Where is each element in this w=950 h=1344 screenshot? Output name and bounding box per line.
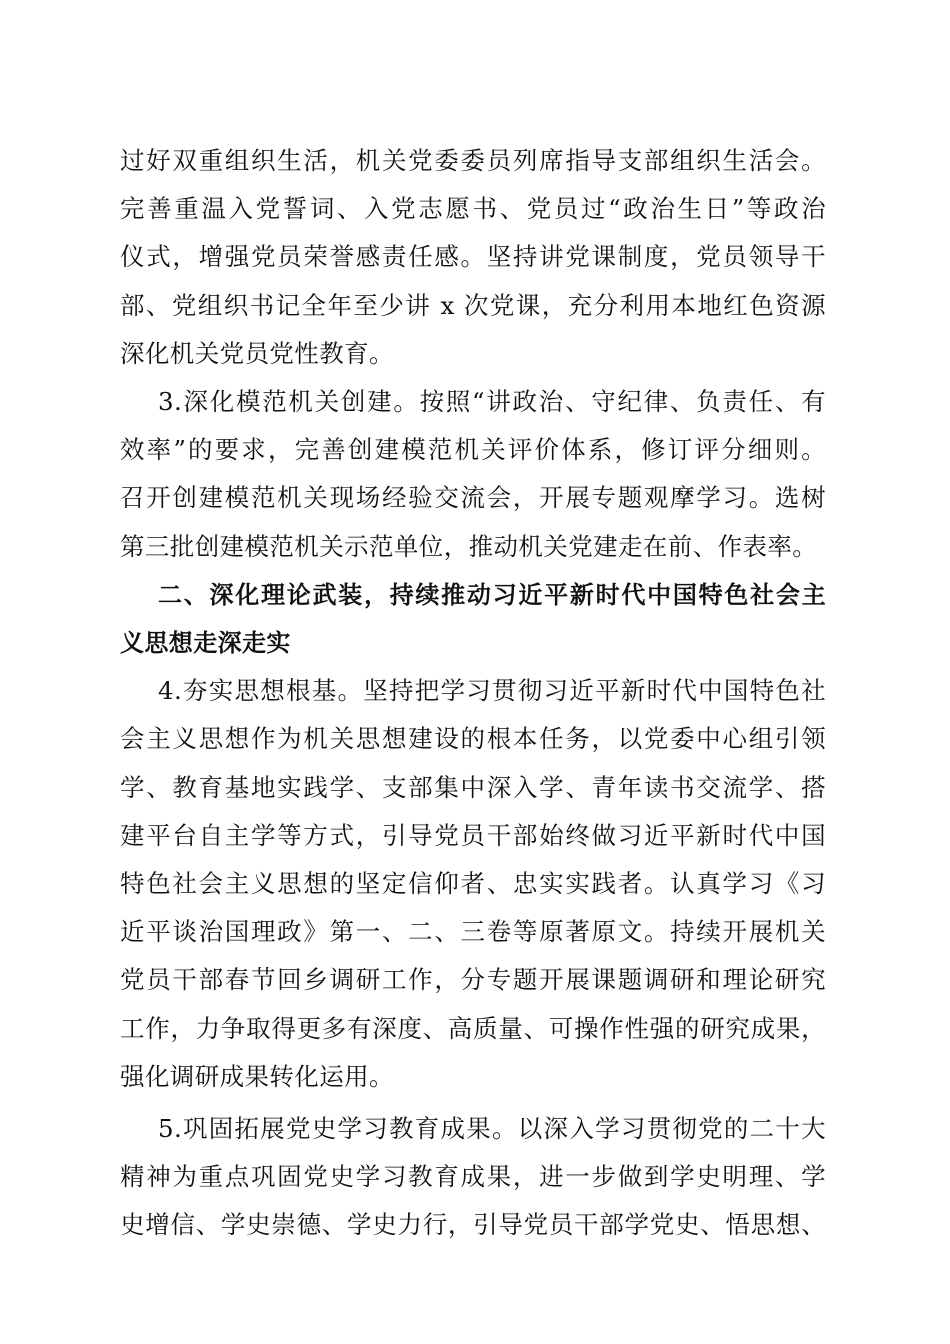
text-line: 深化机关党员党性教育。 <box>120 338 394 368</box>
text-line: 过好双重组织生活，机关党委委员列席指导支部组织生活会。 <box>120 146 826 175</box>
paragraph-continuation <box>120 137 826 378</box>
text-line: 精神为重点巩固党史学习教育成果，进一步做到学史明理、学 <box>120 1162 826 1192</box>
heading-line: 义思想走深走实 <box>120 629 291 658</box>
text-line: 特色社会主义思想的坚定信仰者、忠实实践者。认真学习《习 <box>120 869 826 899</box>
paragraph-item-5 <box>120 1105 826 1250</box>
text-line: 会主义思想作为机关思想建设的根本任务，以党委中心组引领 <box>120 724 826 754</box>
heading-line: 二、深化理论武装，持续推动习近平新时代中国特色社会主 <box>158 580 826 609</box>
section-heading <box>120 571 826 667</box>
text-line: 第三批创建模范机关示范单位，推动机关党建走在前、作表率。 <box>120 531 818 561</box>
text-line: 学、教育基地实践学、支部集中深入学、青年读书交流学、搭 <box>120 772 826 802</box>
text-line: 4.夯实思想根基。坚持把学习贯彻习近平新时代中国特色社 <box>158 676 826 706</box>
text-line: 仪式，增强党员荣誉感责任感。坚持讲党课制度，党员领导干 <box>120 242 826 272</box>
text-line: 强化调研成果转化运用。 <box>120 1061 394 1091</box>
paragraph-item-3 <box>120 378 826 571</box>
text-line: 史增信、学史崇德、学史力行，引导党员干部学党史、悟思想、 <box>120 1210 826 1240</box>
text-line: 完善重温入党誓词、入党志愿书、党员过“政治生日”等政治 <box>120 194 826 224</box>
paragraph-item-4 <box>120 667 826 1101</box>
text-line: 工作，力争取得更多有深度、高质量、可操作性强的研究成果， <box>120 1013 826 1043</box>
text-line: 5.巩固拓展党史学习教育成果。以深入学习贯彻党的二十大 <box>158 1114 826 1144</box>
text-line: 党员干部春节回乡调研工作，分专题开展课题调研和理论研究 <box>120 965 826 995</box>
text-line: 建平台自主学等方式，引导党员干部始终做习近平新时代中国 <box>120 820 826 850</box>
text-line: 效率”的要求，完善创建模范机关评价体系，修订评分细则。 <box>120 435 826 465</box>
document-page <box>120 137 826 1250</box>
text-line: 近平谈治国理政》第一、二、三卷等原著原文。持续开展机关 <box>120 917 826 947</box>
text-line: 3.深化模范机关创建。按照“讲政治、守纪律、负责任、有 <box>158 387 826 417</box>
text-line: 召开创建模范机关现场经验交流会，开展专题观摩学习。选树 <box>120 483 826 513</box>
text-line: 部、党组织书记全年至少讲 x 次党课，充分利用本地红色资源 <box>120 290 826 320</box>
